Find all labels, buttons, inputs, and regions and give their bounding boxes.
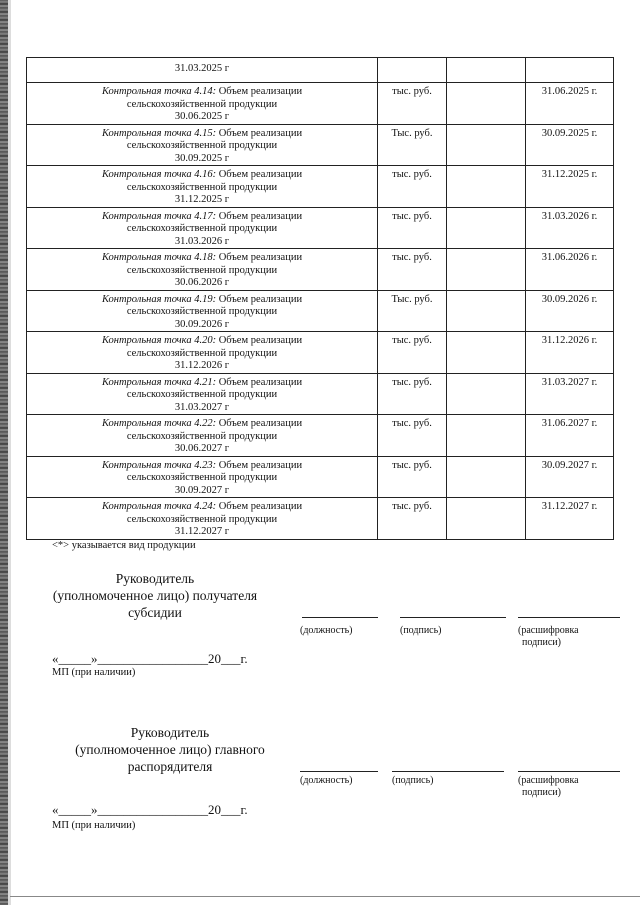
- row-description: [27, 332, 378, 374]
- row-description: [27, 249, 378, 291]
- unit-cell: [378, 58, 447, 83]
- row-desc-text: Объем реализации: [218, 418, 303, 429]
- signatory-title: [40, 570, 270, 621]
- row-desc-line: сельскохозяйственной продукции: [126, 430, 278, 442]
- row-desc-line: сельскохозяйственной продукции: [126, 181, 278, 193]
- date-line: «_____»_________________20___г.: [52, 802, 248, 817]
- row-date-text: 31.03.2025 г: [174, 63, 230, 74]
- row-desc-line: 30.06.2025 г: [174, 111, 230, 122]
- stamp-note: МП (при наличии): [52, 667, 136, 678]
- control-point-label: Контрольная точка 4.18:: [101, 252, 217, 263]
- row-desc-line: 30.09.2025 г: [174, 152, 230, 164]
- row-desc-line: [27, 335, 377, 348]
- control-point-label: Контрольная точка 4.14:: [101, 86, 217, 97]
- empty-cell: [447, 124, 526, 166]
- row-description: [27, 166, 378, 208]
- row-desc-line: сельскохозяйственной продукции: [126, 472, 278, 483]
- control-point-label: Контрольная точка 4.16:: [101, 169, 217, 180]
- row-description: [27, 498, 378, 540]
- row-desc-line: 30.06.2027 г: [174, 443, 230, 454]
- unit-cell: Тыс. руб.: [378, 124, 447, 166]
- unit-cell: тыс. руб.: [378, 415, 447, 457]
- row-desc-text: Объем реализации: [218, 293, 303, 305]
- row-description: [27, 290, 378, 332]
- table-row: [27, 332, 614, 374]
- row-desc-text: Объем реализации: [218, 252, 303, 263]
- unit-cell: тыс. руб.: [378, 249, 447, 291]
- date-cell: 30.09.2027 г.: [526, 456, 614, 498]
- table-row: [27, 498, 614, 540]
- table-row: [27, 58, 614, 83]
- row-desc-line: 31.03.2026 г: [174, 235, 230, 247]
- row-desc-line: сельскохозяйственной продукции: [126, 306, 278, 317]
- date-cell: 31.12.2027 г.: [526, 498, 614, 540]
- decode-caption-line: подписи): [522, 637, 561, 648]
- row-desc-text: Объем реализации: [218, 86, 303, 97]
- empty-cell: [447, 373, 526, 415]
- title-line: (уполномоченное лицо) главного: [75, 742, 265, 757]
- title-line: распорядителя: [127, 759, 213, 774]
- row-desc-line: 30.09.2026 г: [174, 318, 230, 330]
- signatory-title: [55, 724, 285, 775]
- unit-cell: Тыс. руб.: [378, 290, 447, 332]
- row-desc-line: [27, 294, 377, 307]
- decode-line: [518, 771, 620, 772]
- row-description: [27, 58, 378, 83]
- unit-cell: тыс. руб.: [378, 332, 447, 374]
- row-desc-line: 30.09.2027 г: [174, 484, 230, 496]
- page-bottom-edge: [10, 896, 640, 897]
- decode-caption: [518, 775, 579, 799]
- row-description: [27, 124, 378, 166]
- row-description: [27, 373, 378, 415]
- unit-cell: тыс. руб.: [378, 498, 447, 540]
- decode-caption-line: (расшифровка: [518, 775, 579, 786]
- date-cell: 31.06.2025 г.: [526, 83, 614, 125]
- row-desc-line: сельскохозяйственной продукции: [126, 98, 278, 110]
- date-cell: 31.03.2027 г.: [526, 373, 614, 415]
- date-cell: 31.06.2026 г.: [526, 249, 614, 291]
- date-line: «_____»_________________20___г.: [52, 651, 248, 666]
- date-cell: 31.06.2027 г.: [526, 415, 614, 457]
- table-row: [27, 415, 614, 457]
- decode-caption: [518, 625, 579, 649]
- row-desc-line: сельскохозяйственной продукции: [126, 140, 278, 151]
- row-desc-line: сельскохозяйственной продукции: [126, 389, 278, 400]
- empty-cell: [447, 332, 526, 374]
- control-points-table: [26, 57, 614, 540]
- date-cell: 31.12.2026 г.: [526, 332, 614, 374]
- row-desc-line: [27, 418, 377, 431]
- control-point-label: Контрольная точка 4.17:: [101, 210, 217, 222]
- date-cell: 31.03.2026 г.: [526, 207, 614, 249]
- control-point-label: Контрольная точка 4.15:: [101, 127, 217, 139]
- row-desc-text: Объем реализации: [218, 335, 303, 346]
- scan-edge-shadow: [8, 0, 11, 905]
- empty-cell: [447, 456, 526, 498]
- row-desc-line: сельскохозяйственной продукции: [126, 264, 278, 276]
- control-point-label: Контрольная точка 4.19:: [101, 293, 217, 305]
- empty-cell: [447, 415, 526, 457]
- unit-cell: тыс. руб.: [378, 456, 447, 498]
- title-line: субсидии: [128, 605, 182, 620]
- row-desc-line: [27, 169, 377, 182]
- decode-caption-line: подписи): [522, 787, 561, 798]
- row-desc-line: [27, 252, 377, 265]
- control-point-label: Контрольная точка 4.23:: [101, 459, 217, 471]
- empty-cell: [447, 290, 526, 332]
- row-desc-line: [27, 86, 377, 99]
- table-row: [27, 166, 614, 208]
- row-description: [27, 207, 378, 249]
- row-desc-line: 30.06.2026 г: [174, 277, 230, 288]
- control-point-label: Контрольная точка 4.22:: [101, 418, 217, 429]
- table-row: [27, 207, 614, 249]
- date-cell: [526, 58, 614, 83]
- row-desc-line: [27, 128, 377, 141]
- table-row: [27, 373, 614, 415]
- date-cell: 31.12.2025 г.: [526, 166, 614, 208]
- scan-edge: [0, 0, 8, 905]
- date-cell: 30.09.2026 г.: [526, 290, 614, 332]
- control-point-label: Контрольная точка 4.24:: [101, 501, 217, 512]
- row-desc-text: Объем реализации: [218, 127, 303, 139]
- table-row: [27, 290, 614, 332]
- row-desc-line: 31.12.2026 г: [174, 360, 230, 371]
- position-line: [300, 771, 378, 772]
- row-desc-line: сельскохозяйственной продукции: [126, 347, 278, 359]
- position-line: [302, 617, 378, 618]
- unit-cell: тыс. руб.: [378, 83, 447, 125]
- date-cell: 30.09.2025 г.: [526, 124, 614, 166]
- unit-cell: тыс. руб.: [378, 207, 447, 249]
- row-desc-line: [27, 501, 377, 514]
- row-desc-text: Объем реализации: [218, 169, 303, 180]
- unit-cell: тыс. руб.: [378, 166, 447, 208]
- empty-cell: [447, 83, 526, 125]
- row-desc-line: сельскохозяйственной продукции: [126, 513, 278, 525]
- title-line: Руководитель: [130, 725, 210, 740]
- row-desc-text: Объем реализации: [218, 376, 303, 388]
- empty-cell: [447, 58, 526, 83]
- table-row: [27, 456, 614, 498]
- signature-line: [392, 771, 504, 772]
- decode-line: [518, 617, 620, 618]
- row-desc-text: Объем реализации: [218, 501, 303, 512]
- row-description: [27, 83, 378, 125]
- title-line: (уполномоченное лицо) получателя: [52, 588, 258, 603]
- unit-cell: тыс. руб.: [378, 373, 447, 415]
- signature-caption: (подпись): [400, 625, 442, 636]
- footnote: <*> указывается вид продукции: [52, 540, 196, 551]
- table-row: [27, 249, 614, 291]
- empty-cell: [447, 249, 526, 291]
- row-description: [27, 456, 378, 498]
- row-desc-line: сельскохозяйственной продукции: [126, 223, 278, 234]
- control-point-label: Контрольная точка 4.20:: [101, 335, 217, 346]
- title-line: Руководитель: [115, 571, 195, 586]
- empty-cell: [447, 207, 526, 249]
- row-description: [27, 415, 378, 457]
- decode-caption-line: (расшифровка: [518, 625, 579, 636]
- row-desc-line: 31.12.2027 г: [174, 526, 230, 537]
- row-desc-line: [27, 211, 377, 224]
- position-caption: (должность): [300, 625, 353, 636]
- row-desc-text: Объем реализации: [218, 210, 303, 222]
- row-desc-line: 31.12.2025 г: [174, 194, 230, 205]
- row-desc-line: [27, 460, 377, 473]
- table-row: [27, 83, 614, 125]
- table-row: [27, 124, 614, 166]
- signature-line: [400, 617, 506, 618]
- row-desc-line: [27, 377, 377, 390]
- row-desc-line: 31.03.2027 г: [174, 401, 230, 413]
- empty-cell: [447, 498, 526, 540]
- signature-caption: (подпись): [392, 775, 434, 786]
- row-desc-text: Объем реализации: [218, 459, 303, 471]
- control-point-label: Контрольная точка 4.21:: [101, 376, 217, 388]
- stamp-note: МП (при наличии): [52, 820, 136, 831]
- position-caption: (должность): [300, 775, 353, 786]
- empty-cell: [447, 166, 526, 208]
